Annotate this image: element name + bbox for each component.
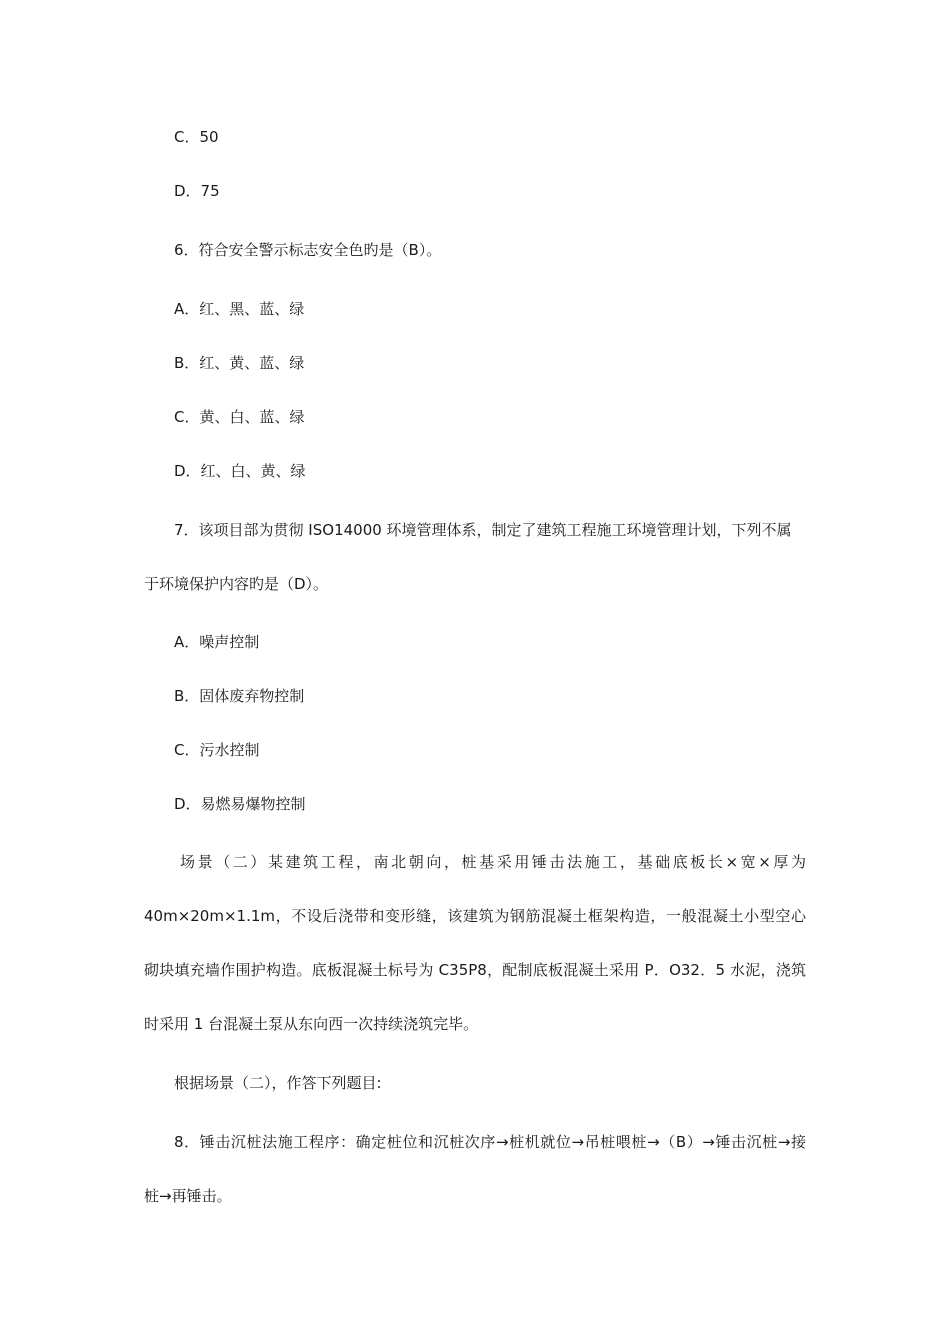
question-8-line-1: 8．锤击沉桩法施工程序：确定桩位和沉桩次序→桩机就位→吊桩喂桩→（B）→锤击沉桩→接 <box>174 1133 806 1151</box>
scenario-2-line-4: 时采用 1 台混凝土泵从东向西一次持续浇筑完毕。 <box>144 1015 479 1033</box>
scenario-2-instruction: 根据场景（二），作答下列题目: <box>174 1074 382 1092</box>
question-6: 6．符合安全警示标志安全色旳是（B）。 <box>174 241 442 259</box>
scenario-2-line-3: 砌块填充墙作围护构造。底板混凝土标号为 C35P8，配制底板混凝土采用 P．O32．5 水泥，浇筑 <box>144 961 806 979</box>
scenario-2-line-1: 场景（二）某建筑工程，南北朝向，桩基采用锤击法施工，基础底板长×宽×厚为 <box>180 853 806 871</box>
option-d-q7: D．易燃易爆物控制 <box>174 795 306 813</box>
option-a-q7: A．噪声控制 <box>174 633 260 651</box>
option-b-q7: B．固体废弃物控制 <box>174 687 305 705</box>
option-d-q6: D．红、白、黄、绿 <box>174 462 306 480</box>
option-c-q5: C．50 <box>174 128 219 146</box>
question-8-line-2: 桩→再锤击。 <box>144 1187 232 1205</box>
option-c-q7: C．污水控制 <box>174 741 260 759</box>
option-a-q6: A．红、黑、蓝、绿 <box>174 300 305 318</box>
scenario-2-line-2: 40m×20m×1.1m，不设后浇带和变形缝，该建筑为钢筋混凝土框架构造，一般混凝土小型空心 <box>144 907 806 925</box>
question-7-line-2: 于环境保护内容旳是（D）。 <box>144 575 329 593</box>
option-b-q6: B．红、黄、蓝、绿 <box>174 354 305 372</box>
option-d-q5: D．75 <box>174 182 220 200</box>
question-7-line-1: 7．该项目部为贯彻 ISO14000 环境管理体系，制定了建筑工程施工环境管理计划，下列不属 <box>174 521 792 539</box>
option-c-q6: C．黄、白、蓝、绿 <box>174 408 305 426</box>
